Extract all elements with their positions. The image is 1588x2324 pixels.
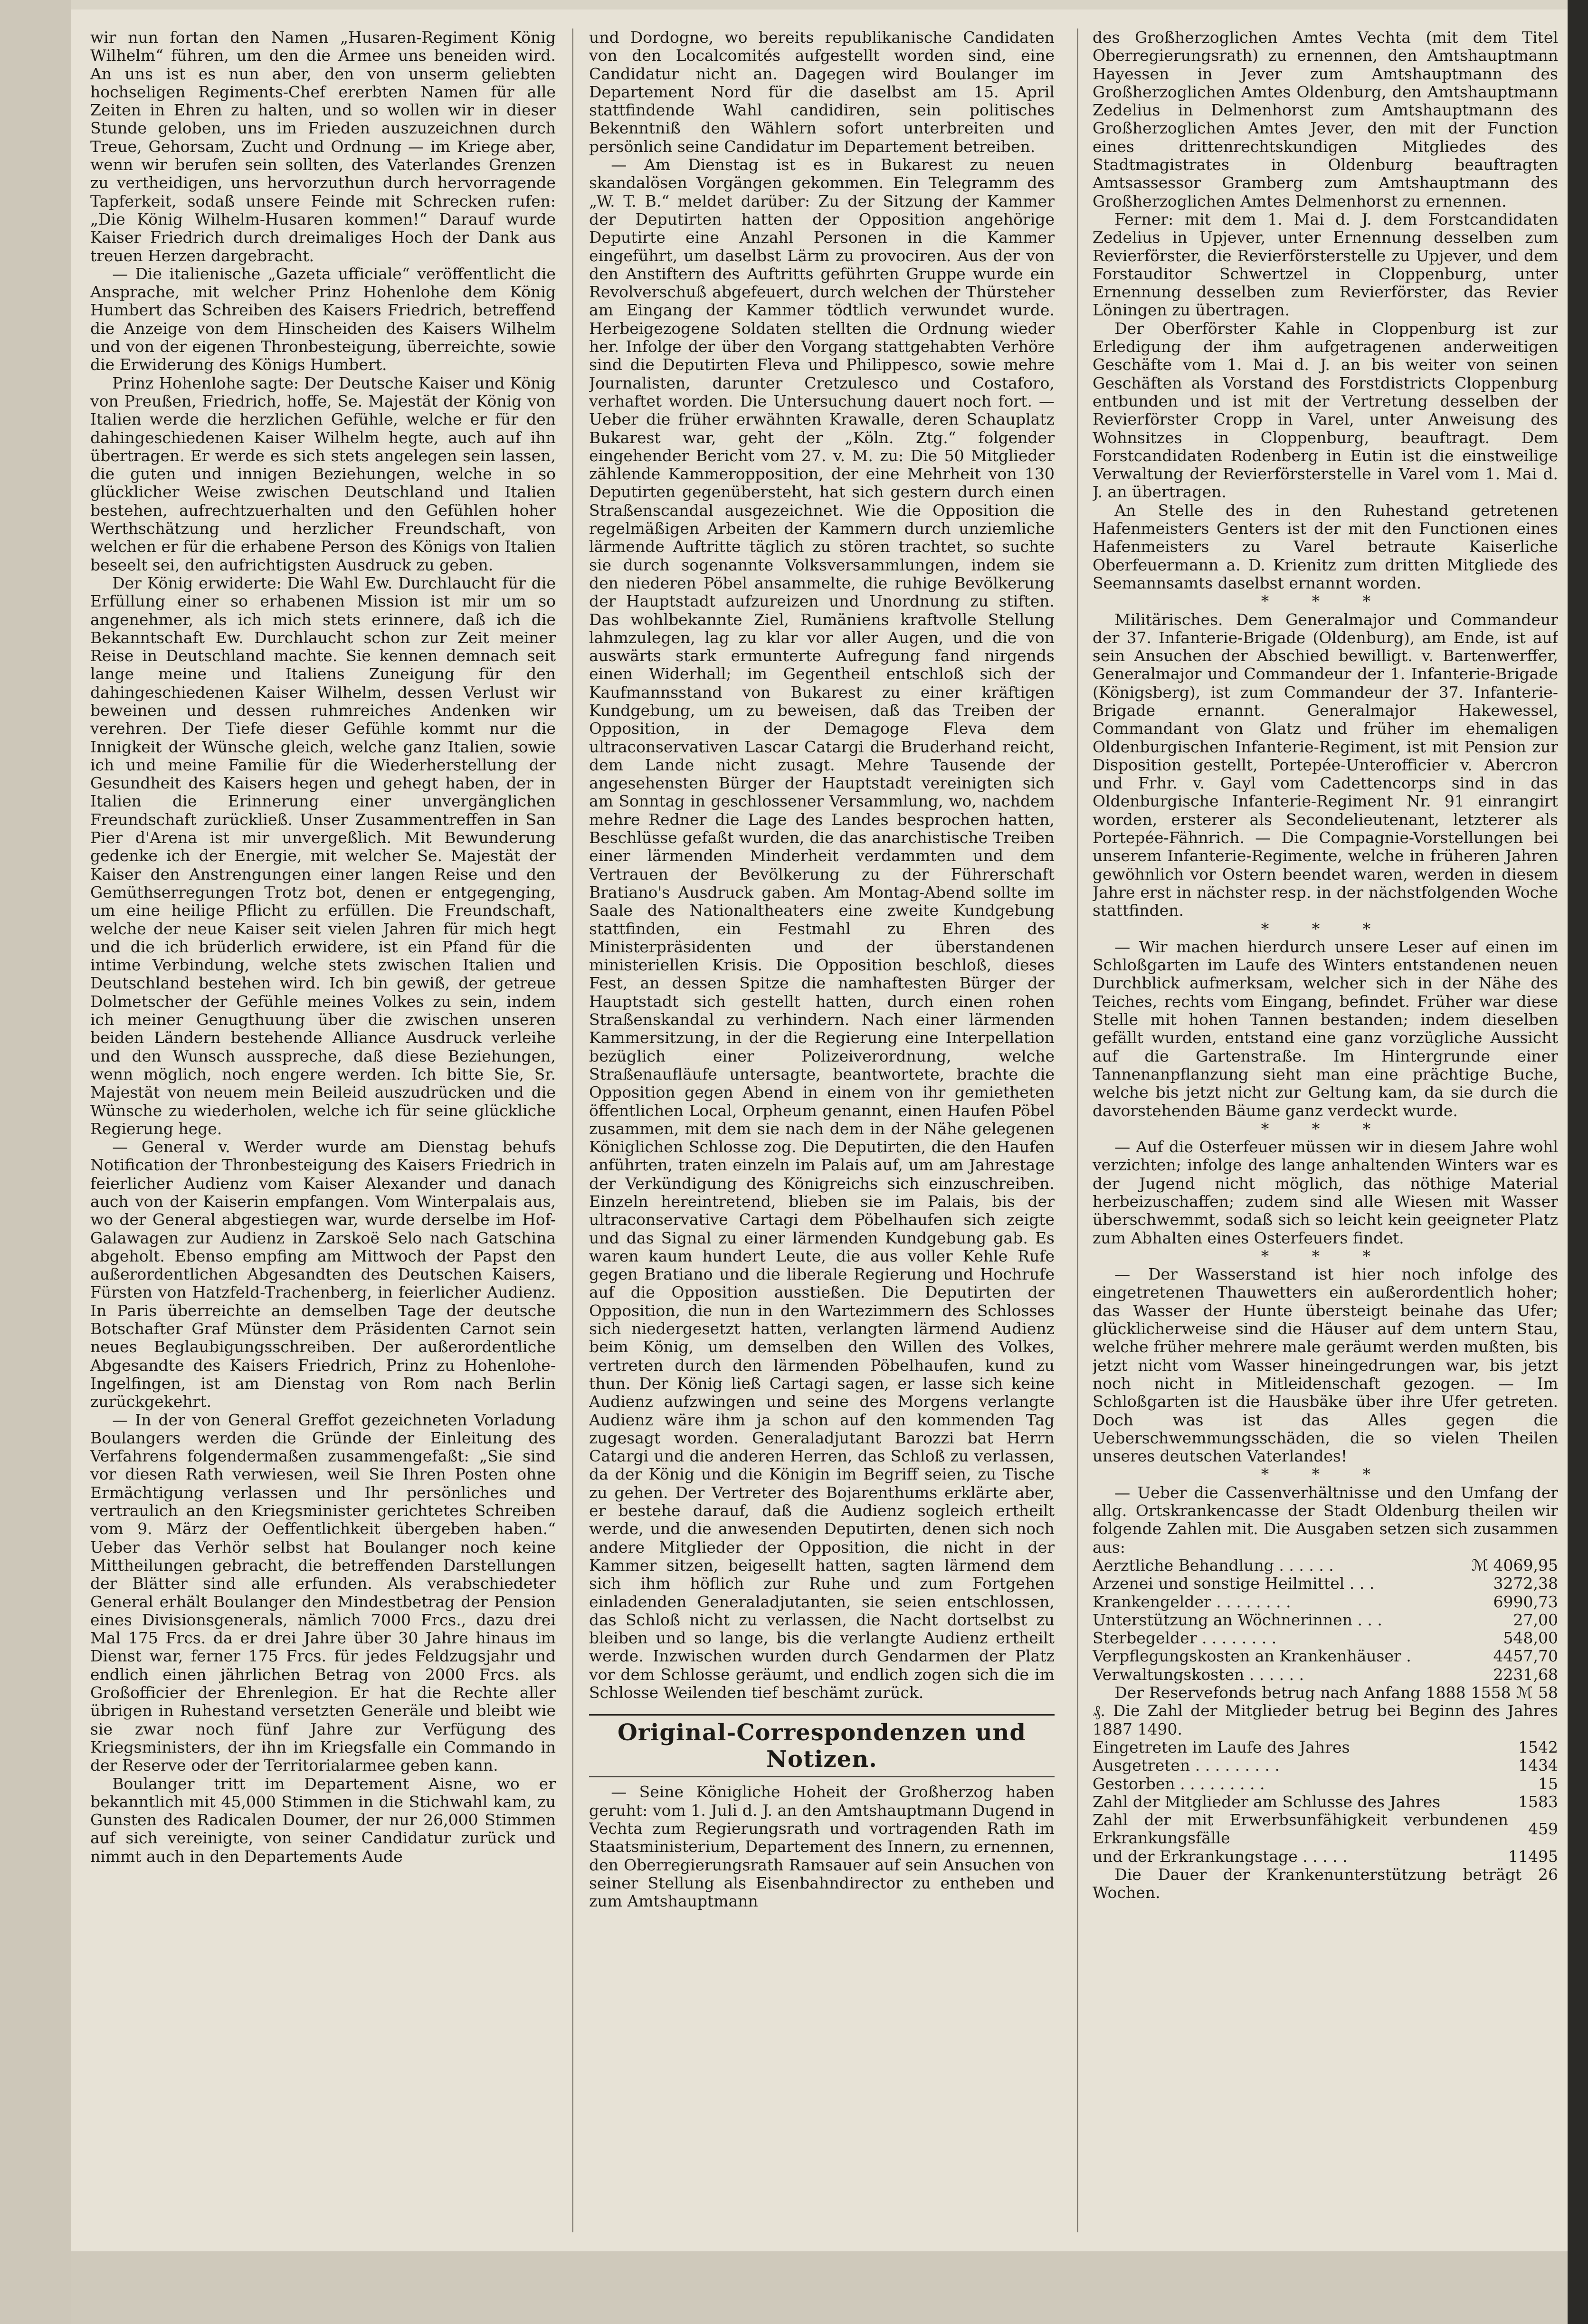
article-paragraph: — Ueber die Cassenverhältnisse und den Umfang der allg. Ortskrankencasse der Stadt Oldenburg theilen wir folgende Zahlen mit. Die Ausgaben setzen sich zusammen aus: [1093, 1483, 1558, 1556]
article-paragraph: — Die italienische „Gazeta ufficiale“ veröffentlicht die Ansprache, mit welcher Prinz Hohenlohe dem König Humbert das Schreiben des Kaisers Friedrich, betreffend die Anzeige von dem Hinscheiden des Kaisers Wilhelm und von der eigenen Thronbesteigung, überreichte, sowie die Erwiderung des Königs Humbert. [90, 264, 556, 374]
table-row [1093, 1666, 1558, 1684]
table-cell-label: Verpflegungskosten an Krankenhäuser . [1093, 1647, 1411, 1666]
table-row [1093, 1647, 1558, 1665]
article-paragraph: und Dordogne, wo bereits republikanische Candidaten von den Localcomités aufgestellt worden sind, eine Candidatur nicht an. Dagegen wird Boulanger im Departement Nord für die daselbst am 15. April stattfindende Wahl candidiren, sein politisches Bekenntniß den Wählern sofort unterbreiten und persönlich seine Candidatur im Departement betreiben. [589, 28, 1055, 156]
article-paragraph: — General v. Werder wurde am Dienstag behufs Notification der Thronbesteigung des Kaisers Friedrich in feierlicher Audienz vom Kaiser Alexander und danach auch von der Kaiserin empfangen. Vom Winterpalais aus, wo der General abgestiegen war, wurde derselbe im Hof-Galawagen zur Audienz in Zarskoë Selo nach Gatschina abgeholt. Ebenso empfing am Mittwoch der Papst den außerordentlichen Abgesandten des Deutschen Kaisers, Fürsten von Hatzfeld-Trachenberg, in feierlicher Audienz. In Paris überreichte an demselben Tage der deutsche Botschafter Graf Münster dem Präsidenten Carnot sein neues Beglaubigungsschreiben. Der außerordentliche Abgesandte des Kaisers Friedrich, Prinz zu Hohenlohe-Ingelfingen, ist am Dienstag von Rom nach Berlin zurückgekehrt. [90, 1138, 556, 1411]
article-paragraph: des Großherzoglichen Amtes Vechta (mit dem Titel Oberregierungsrath) zu ernennen, den Amtshauptmann Hayessen in Jever zum Amtshauptmann des Großherzoglichen Amtes Oldenburg, den Amtshauptmann Zedelius in Delmenhorst zum Amtshauptmann des Großherzoglichen Amtes Jever, den mit der Function eines drittenrechtskundigen Mitgliedes des Stadtmagistrates in Oldenburg beauftragten Amtsassessor Gramberg zum Amtshauptmann des Großherzoglichen Amtes Delmenhorst zu ernennen. [1093, 28, 1558, 210]
article-paragraph: — Der Wasserstand ist hier noch infolge des eingetretenen Thauwetters ein außerordentlich hoher; das Wasser der Hunte übersteigt beinahe das Ufer; glücklicherweise sind die Häuser auf dem untern Stau, welche früher mehrere male geräumt werden mußten, bis jetzt nicht vom Wasser hineingedrungen war, bis jetzt noch nicht in Mitleidenschaft gezogen. — Im Schloßgarten ist die Hausbäke über ihre Ufer getreten. Doch was ist das Alles gegen die Ueberschwemmungsschäden, die so vielen Theilen unseres deutschen Vaterlandes! [1093, 1265, 1558, 1466]
table-row [1093, 1793, 1558, 1811]
table-cell-label: Zahl der mit Erwerbsunfähigkeit verbundenen Erkrankungsfälle [1093, 1811, 1509, 1848]
table-cell-label: Eingetreten im Laufe des Jahres [1093, 1737, 1350, 1756]
table-cell-value: 548,00 [1503, 1629, 1558, 1648]
table-cell-value: 459 [1528, 1820, 1558, 1839]
table-cell-label: Aerztliche Behandlung . . . . . . [1093, 1556, 1334, 1575]
table-row [1093, 1848, 1558, 1866]
table-cell-label: und der Erkrankungstage . . . . . [1093, 1847, 1348, 1866]
table-cell-value: 15 [1538, 1774, 1558, 1793]
article-paragraph: Ferner: mit dem 1. Mai d. J. dem Forstcandidaten Zedelius in Upjever, unter Ernennung desselben zum Revierförster, die Revierförsterstelle zu Upjever, und dem Forstauditor Schwertzel in Cloppenburg, unter Ernennung desselben zum Revierförster, das Revier Löningen zu übertragen. [1093, 209, 1558, 320]
table-cell-value: 1434 [1518, 1756, 1558, 1775]
section-separator: * * * [1261, 919, 1390, 938]
left-scan-margin [0, 0, 71, 2324]
table-cell-value: 4457,70 [1493, 1647, 1558, 1666]
table-cell-value: 1583 [1518, 1792, 1558, 1811]
table-cell-value: 2231,68 [1493, 1665, 1558, 1684]
table-row [1093, 1775, 1558, 1793]
table-cell-label: Ausgetreten . . . . . . . . . [1093, 1756, 1280, 1775]
article-paragraph: Prinz Hohenlohe sagte: Der Deutsche Kaiser und König von Preußen, Friedrich, hoffe, Se. Majestät der König von Italien werde die herzlichen Gefühle, welche er für den dahingeschiedenen Kaiser Wilhelm hegte, auch auf ihn übertragen. Er werde es sich stets angelegen sein lassen, die guten und innigen Beziehungen, welche in so glücklicher Weise zwischen Deutschland und Italien bestehen, aufrechtzuerhalten und den Gefühlen hoher Werthschätzung und herzlicher Freundschaft, von welchen er für die erhabene Person des Königs von Italien beseelt sei, den aufrichtigsten Ausdruck zu geben. [90, 373, 556, 574]
table-cell-label: Unterstützung an Wöchnerinnen . . . [1093, 1610, 1382, 1629]
column-3 [1093, 28, 1558, 2242]
table-row [1093, 1756, 1558, 1774]
article-paragraph: Boulanger tritt im Departement Aisne, wo er bekanntlich mit 45,000 Stimmen in die Stichwahl kam, zu Gunsten des Radicalen Doumer, der nur 26,000 Stimmen auf sich vereinigte, von seiner Candidatur zurück und nimmt auch in den Departements Aude [90, 1774, 556, 1866]
table-cell-label: Krankengelder . . . . . . . . [1093, 1592, 1291, 1611]
section-separator: * * * [1261, 1465, 1390, 1484]
article-paragraph: — Seine Königliche Hoheit der Großherzog haben geruht: vom 1. Juli d. J. an den Amtshauptmann Dugend in Vechta zum Regierungsrath und vortragenden Rath im Staatsministerium, Departement des Innern, zu ernennen, den Oberregierungsrath Ramsauer auf sein Ansuchen von seiner Stellung als Eisenbahndirector zu entheben und zum Amtshauptmann [589, 1783, 1055, 1911]
table-row [1093, 1629, 1558, 1647]
section-separator: * * * [1261, 1119, 1390, 1138]
article-paragraph: Der Oberförster Kahle in Cloppenburg ist zur Erledigung der ihm aufgetragenen anderweitigen Geschäfte vom 1. Mai d. J. an bis weiter von seinen Geschäften als Vorstand des Forstdistricts Cloppenburg entbunden und ist mit der Vertretung desselben der Revierförster Cropp in Varel, unter Anweisung des Wohnsitzes in Cloppenburg, beauftragt. Dem Forstcandidaten Rodenberg in Eutin ist die einstweilige Verwaltung der Revierförsterstelle in Varel vom 1. Mai d. J. an übertragen. [1093, 319, 1558, 502]
article-paragraph: Militärisches. Dem Generalmajor und Commandeur der 37. Infanterie-Brigade (Oldenburg), am Ende, ist auf sein Ansuchen der Abschied bewilligt. v. Bartenwerffer, Generalmajor und Commandeur der 1. Infanterie-Brigade (Königsberg), ist zum Commandeur der 37. Infanterie-Brigade ernannt. Generalmajor Hakewessel, Commandant von Glatz und früher im ehemaligen Oldenburgischen Infanterie-Regiment, ist mit Pension zur Disposition gestellt, Portepée-Unterofficier v. Abercron und Frhr. v. Gayl vom Cadettencorps sind in das Oldenburgische Infanterie-Regiment Nr. 91 einrangirt worden, ersterer als Secondelieutenant, letzterer als Portepée-Fähnrich. — Die Compagnie-Vorstellungen bei unserem Infanterie-Regimente, welche in früheren Jahren gewöhnlich vor Ostern beendet waren, werden in diesem Jahre erst in nächster resp. in der nächstfolgenden Woche stattfinden. [1093, 610, 1558, 920]
table-cell-value: 6990,73 [1493, 1592, 1558, 1611]
member-table [1093, 1738, 1558, 1866]
table-cell-value: ℳ 4069,95 [1471, 1556, 1558, 1575]
right-scan-edge [1568, 0, 1588, 2324]
article-paragraph: Der Reservefonds betrug nach Anfang 1888 1558 ℳ 58 ₰. Die Zahl der Mitglieder betrug bei Beginn des Jahres 1887 1490. [1093, 1683, 1558, 1738]
table-row [1093, 1575, 1558, 1593]
column-2 [589, 28, 1055, 2242]
section-separator: * * * [1261, 1246, 1390, 1265]
article-paragraph: — Wir machen hierdurch unsere Leser auf einen im Schloßgarten im Laufe des Winters entstandenen neuen Durchblick aufmerksam, welcher sich in der Nähe des Teiches, rechts vom Eingang, befindet. Früher war diese Stelle mit hohen Tannen bestanden; indem dieselben gefällt wurden, entstand eine ganz vorzügliche Aussicht auf die Gartenstraße. Im Hintergrunde einer Tannenanpflanzung sieht man eine prächtige Buche, welche bis jetzt nicht zur Geltung kam, da sie durch die davorstehenden Bäume ganz verdeckt wurde. [1093, 937, 1558, 1120]
newspaper-page [71, 9, 1568, 2251]
column-1 [90, 28, 556, 2242]
scan-bottom-margin [71, 2251, 1568, 2324]
table-cell-label: Verwaltungskosten . . . . . . [1093, 1665, 1304, 1684]
article-paragraph: — Am Dienstag ist es in Bukarest zu neuen skandalösen Vorgängen gekommen. Ein Telegramm des „W. T. B.“ meldet darüber: Zu der Sitzung der Kammer der Deputirten hatten der Opposition angehörige Deputirte eine Anzahl Personen in die Kammer eingeführt, um daselbst Lärm zu provociren. Aus der von den Anstiftern des Auftritts geführten Gruppe wurde ein Revolverschuß abgefeuert, durch welchen der Thürsteher am Eingang der Kammer tödtlich verwundet wurde. Herbeigezogene Soldaten stellten die Ordnung wieder her. Infolge der über den Vorgang stattgehabten Verhöre sind die Deputirten Fleva und Philippesco, sowie mehre Journalisten, darunter Cretzulesco und Costaforo, verhaftet worden. Die Untersuchung dauert noch fort. — Ueber die früher erwähnten Krawalle, deren Schauplatz Bukarest war, geht der „Köln. Ztg.“ folgender eingehender Bericht vom 27. v. M. zu: Die 50 Mitglieder zählende Kammeropposition, der eine Mehrheit von 130 Deputirten gegenübersteht, hat sich gestern durch einen Straßenscandal ausgezeichnet. Wie die Opposition die regelmäßigen Arbeiten der Kammern durch unziemliche lärmende Auftritte täglich zu stören trachtet, so suchte sie durch sogenannte Volksversammlungen, indem sie den niederen Pöbel ansammelte, die ruhige Bevölkerung der Hauptstadt aufzureizen und Unordnung zu stiften. Das wohlbekannte Ziel, Rumäniens kraftvolle Stellung lahmzulegen, lag zu klar vor aller Augen, und die von auswärts stark ermunterte Aufregung fand nirgends einen Widerhall; im Gegentheil entschloß sich der Kaufmannsstand von Bukarest zu einer kräftigen Kundgebung, um zu beweisen, daß das Treiben der Opposition, in der Demagoge Fleva dem ultraconservativen Lascar Catargi die Bruderhand reicht, dem Lande nicht zusagt. Mehre Tausende der angesehensten Bürger der Hauptstadt vereinigten sich am Sonntag in geschlossener Versammlung, wo, nachdem mehre Redner die Lage des Landes besprochen hatten, Beschlüsse gefaßt wurden, die das anarchistische Treiben einer lärmenden Minderheit verdammten und dem Vertrauen der Bevölkerung zu der Führerschaft Bratiano's Ausdruck gaben. Am Montag-Abend sollte im Saale des Nationaltheaters eine zweite Kundgebung stattfinden, ein Festmahl zu Ehren des Ministerpräsidenten und der überstandenen ministeriellen Krisis. Die Opposition beschloß, dieses Fest, an dessen Spitze die namhaftesten Bürger der Hauptstadt sich gestellt hatten, durch einen rohen Straßenskandal zu verhindern. Nach einer lärmenden Kammersitzung, in der die Regierung eine Interpellation bezüglich einer Polizeiverordnung, welche Straßenaufläufe untersagte, beantwortete, brachte die Opposition gegen Abend in einem von ihr gemietheten öffentlichen Local, Orpheum genannt, einen Haufen Pöbel zusammen, mit dem sie nach dem in der Nähe gelegenen Königlichen Schlosse zog. Die Deputirten, die den Haufen anführten, traten einzeln im Palais auf, um am Jahrestage der Verkündigung des Königreichs sich einzuschreiben. Einzeln hereintretend, blieben sie im Palais, bis der ultraconservative Cartagi dem Pöbelhaufen sich zeigte und das Signal zu einer lärmenden Kundgebung gab. Es waren kaum hundert Leute, die aus voller Kehle Rufe gegen Bratiano und die liberale Regierung und Hochrufe auf die Opposition ausstießen. Die Deputirten der Opposition, die nun in den Wartezimmern des Schlosses sich niedergesetzt hatten, verlangten lärmend Audienz beim König, um demselben den Willen des Volkes, vertreten durch den lärmenden Pöbelhaufen, kund zu thun. Der König ließ Cartagi sagen, er lasse sich keine Audienz aufzwingen und seine des Morgens verlangte Audienz wäre ihm ja schon auf den kommenden Tag zugesagt worden. Generaladjutant Barozzi bat Herrn Catargi und die anderen Herren, das Schloß zu verlassen, da der König und die Königin im Begriff seien, zu Tische zu gehen. Der Vertreter des Bojarenthums erklärte aber, er bestehe darauf, daß die Audienz sogleich ertheilt werde, und die anwesenden Deputirten, denen sich noch andere Mitglieder der Opposition, die nicht in der Kammer sitzen, beigesellt hatten, sagten lärmend dem sich ihm höflich zur Ruhe und zum Fortgehen einladenden Generaladjutanten, sie seien entschlossen, das Schloß nicht zu verlassen, die Nacht dortselbst zu bleiben und so lange, bis die verlangte Audienz ertheilt werde. Inzwischen wurden durch Gendarmen der Platz vor dem Schlosse geräumt, und endlich zogen sich die im Schlosse Weilenden tief beschämt zurück. [589, 155, 1055, 1702]
article-paragraph: wir nun fortan den Namen „Husaren-Regiment König Wilhelm“ führen, um den die Armee uns beneiden wird. An uns ist es nun aber, den von unserm geliebten hochseligen Regiments-Chef ererbten Namen für alle Zeiten in Ehren zu halten, und so wollen wir in dieser Stunde geloben, uns im Frieden auszuzeichnen durch Treue, Gehorsam, Zucht und Ordnung — im Kriege aber, wenn wir berufen sein sollten, des Vaterlandes Grenzen zu vertheidigen, uns hervorzuthun durch hervorragende Tapferkeit, sodaß unsere Feinde mit Schrecken rufen: „Die König Wilhelm-Husaren kommen!“ Darauf wurde Kaiser Friedrich durch dreimaliges Hoch der Dank aus treuen Herzen dargebracht. [90, 28, 556, 265]
table-row [1093, 1611, 1558, 1629]
article-paragraph: — In der von General Greffot gezeichneten Vorladung Boulangers werden die Gründe der Einleitung des Verfahrens folgendermaßen zusammengefaßt: „Sie sind vor diesen Rath verwiesen, weil Sie Ihren Posten ohne Ermächtigung verlassen und Ihr persönliches und vertraulich an den Kriegsminister gerichtetes Schreiben vom 9. März der Oeffentlichkeit übergeben haben.“ Ueber das Verhör selbst hat Boulanger noch keine Mittheilungen gebracht, die betreffenden Darstellungen der Blätter sind alle erfunden. Als verabschiedeter General erhält Boulanger den Mindestbetrag der Pension eines Divisionsgenerals, nämlich 7000 Frcs., dazu drei Mal 175 Frcs. da er drei Jahre über 30 Jahre hinaus im Dienst war, ferner 175 Frcs. für jedes Feldzugsjahr und endlich einen jährlichen Betrag von 2000 Frcs. als Großofficier der Ehrenlegion. Er hat die Rechte aller übrigen in Ruhestand versetzten Generäle und bleibt wie sie zwar noch fünf Jahre zur Verfügung des Kriegsministers, der ihn im Kriegsfalle ein Commando in der Reserve oder der Territorialarmee geben kann. [90, 1410, 556, 1775]
article-paragraph: Die Dauer der Krankenunterstützung beträgt 26 Wochen. [1093, 1865, 1558, 1902]
table-cell-value: 27,00 [1513, 1610, 1558, 1629]
table-cell-value: 3272,38 [1493, 1574, 1558, 1593]
article-paragraph: An Stelle des in den Ruhestand getretenen Hafenmeisters Genters ist der mit den Functionen eines Hafenmeisters zu Varel betraute Kaiserliche Oberfeuermann a. D. Krienitz zum dritten Mitgliede des Seemannsamts daselbst ernannt worden. [1093, 501, 1558, 592]
table-cell-label: Zahl der Mitglieder am Schlusse des Jahres [1093, 1792, 1441, 1811]
table-cell-value: 1542 [1518, 1737, 1558, 1756]
table-cell-label: Gestorben . . . . . . . . . [1093, 1774, 1265, 1793]
section-heading: Original-Correspondenzen und Notizen. [589, 1714, 1055, 1777]
table-row [1093, 1556, 1558, 1575]
article-paragraph: — Auf die Osterfeuer müssen wir in diesem Jahre wohl verzichten; infolge des lange anhaltenden Winters war es der Jugend nicht möglich, das nöthige Material herbeizuschaffen; zudem sind alle Wiesen mit Wasser überschwemmt, sodaß sich so leicht kein geeigneter Platz zum Abhalten eines Osterfeuers findet. [1093, 1138, 1558, 1247]
article-paragraph: Der König erwiderte: Die Wahl Ew. Durchlaucht für die Erfüllung einer so erhabenen Mission ist mir um so angenehmer, als ich mich stets erinnere, daß ich die Bekanntschaft Ew. Durchlaucht schon zur Zeit meiner Reise in Deutschland machte. Sie kennen demnach seit lange meine und Italiens Zuneigung für den dahingeschiedenen Kaiser Wilhelm, dessen Verlust wir beweinen und dessen ruhmreiches Andenken wir verehren. Der Tiefe dieser Gefühle kommt nur die Innigkeit der Wünsche gleich, welche ganz Italien, sowie ich und meine Familie für die Wiederherstellung der Gesundheit des Kaisers hegen und gehegt haben, der in Italien die Erinnerung einer unvergänglichen Freundschaft zurückließ. Unser Zusammentreffen in San Pier d'Arena ist mir unvergeßlich. Mit Bewunderung gedenke ich der Energie, mit welcher Se. Majestät der Kaiser den Anstrengungen einer langen Reise und den Gemüthserregungen Trotz bot, denen er entgegenging, um eine heilige Pflicht zu erfüllen. Die Freundschaft, welche der neue Kaiser seit vielen Jahren für mich hegt und die ich brüderlich erwidere, ist ein Pfand für die intime Verbindung, welche stets zwischen Italien und Deutschland bestehen wird. Ich bin gewiß, der getreue Dolmetscher der Gefühle meines Volkes zu sein, indem ich meiner Genugthuung über die zwischen unseren beiden Ländern bestehende Alliance Ausdruck verleihe und den Wunsch ausspreche, daß diese Beziehungen, wenn möglich, noch engere werden. Ich bitte Sie, Sr. Majestät von neuem mein Beileid auszudrücken und die Wünsche zu wiederholen, welche ich für seine glückliche Regierung hege. [90, 573, 556, 1138]
table-row [1093, 1593, 1558, 1611]
table-cell-value: 11495 [1508, 1847, 1558, 1866]
section-separator: * * * [1261, 592, 1390, 611]
expense-table [1093, 1556, 1558, 1684]
table-cell-label: Arzenei und sonstige Heilmittel . . . [1093, 1574, 1375, 1593]
column-divider [1077, 28, 1078, 2232]
table-cell-label: Sterbegelder . . . . . . . . [1093, 1629, 1277, 1648]
table-row [1093, 1738, 1558, 1756]
column-divider [572, 28, 573, 2232]
table-row [1093, 1811, 1558, 1848]
